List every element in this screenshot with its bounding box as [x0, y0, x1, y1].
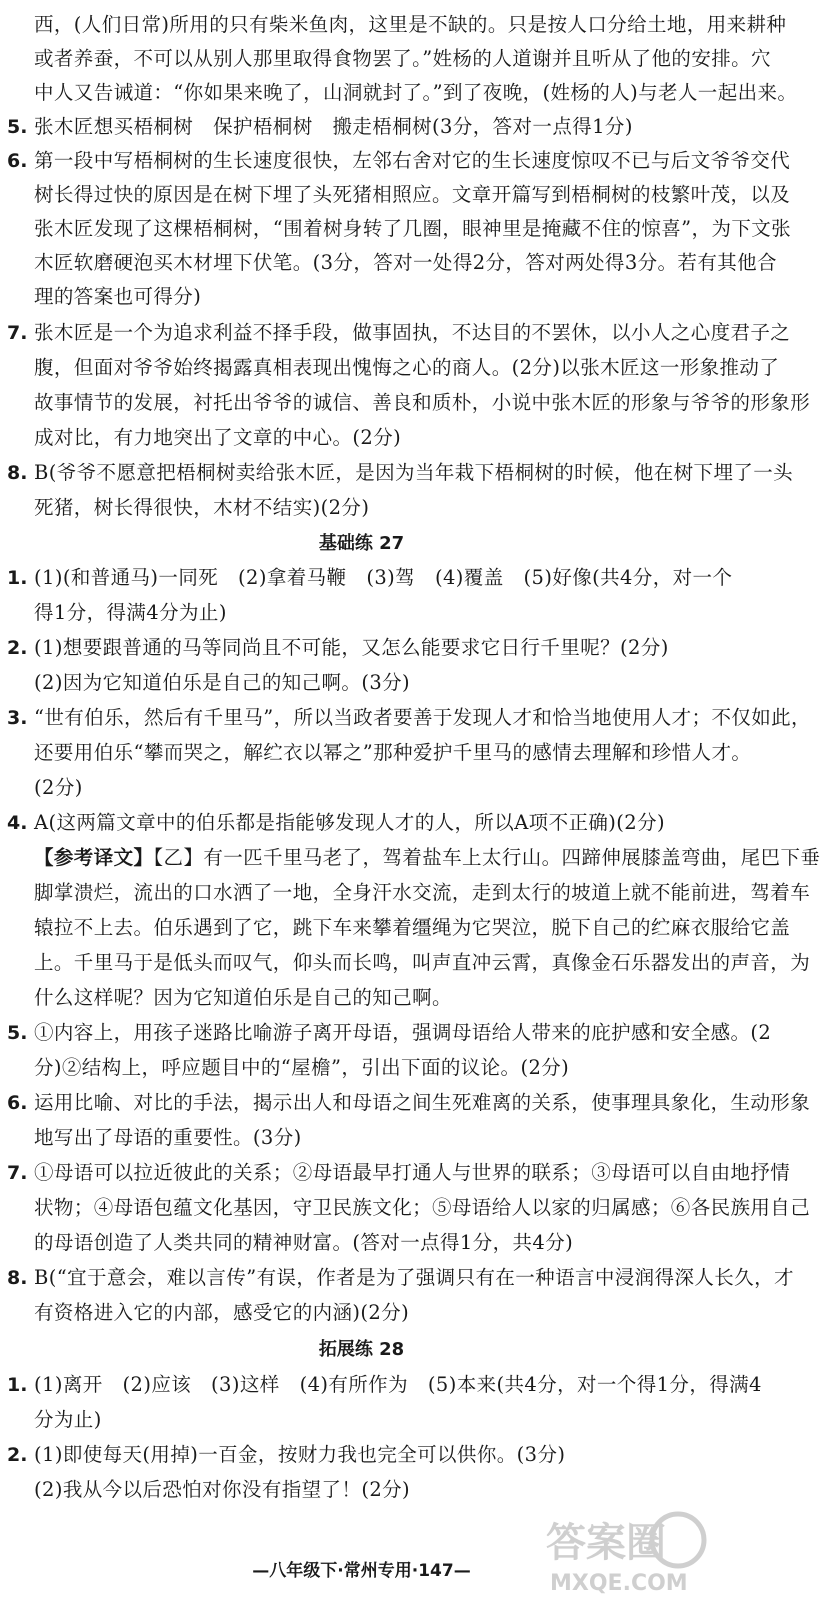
text-line: 西，(人们日常)所用的只有柴米鱼肉，这里是不缺的。只是按人口分给土地，用来耕种	[34, 13, 787, 36]
answer-text: 地写出了母语的重要性。(3分)	[34, 1126, 302, 1149]
answer-text: 还要用伯乐“攀而哭之，解纻衣以幂之”那种爱护千里马的感情去理解和珍惜人才。	[34, 741, 752, 764]
answer-text: (2)我从今以后恐怕对你没有指望了！(2分)	[34, 1478, 411, 1501]
question-number: 5.	[7, 116, 28, 138]
answer-text: 张木匠是一个为追求利益不择手段，做事固执，不达目的不罢休，以小人之心度君子之	[34, 321, 791, 344]
answer-text: 状物；④母语包蕴文化基因，守卫民族文化；⑤母语给人以家的归属感；⑥各民族用自己	[34, 1196, 811, 1219]
translation-line: 什么这样呢？因为它知道伯乐是自己的知己啊。	[34, 986, 452, 1009]
question-number: 8.	[7, 462, 28, 484]
answer-text: (1)即使每天(用掉)一百金，按财力我也完全可以供你。(3分)	[34, 1443, 566, 1466]
answer-text: (1)离开 (2)应该 (3)这样 (4)有所作为 (5)本来(共4分，对一个得1分，得满4	[34, 1373, 762, 1396]
answer-text: 运用比喻、对比的手法，揭示出人和母语之间生死难离的关系，使事理具象化，生动形象	[34, 1091, 811, 1114]
section-heading: 拓展练 28	[318, 1339, 405, 1360]
answer-text: 张木匠发现了这棵梧桐树，“围着树身转了几圈，眼神里是掩藏不住的惊喜”，为下文张	[34, 217, 792, 240]
answer-text: 理的答案也可得分)	[34, 285, 202, 308]
question-number: 2.	[7, 637, 28, 659]
answer-text: 分)②结构上，呼应题目中的“屋檐”，引出下面的议论。(2分)	[34, 1056, 570, 1079]
question-number: 7.	[7, 1162, 28, 1184]
translation-line: 脚掌溃烂，流出的口水洒了一地，全身汗水交流，走到太行的坡道上就不能前进，驾着车	[34, 881, 811, 904]
question-number: 1.	[7, 1374, 28, 1396]
answer-text: (1)想要跟普通的马等同尚且不可能，又怎么能要求它日行千里呢？(2分)	[34, 636, 669, 659]
answer-text: (2)因为它知道伯乐是自己的知己啊。(3分)	[34, 671, 411, 694]
question-number: 3.	[7, 707, 28, 729]
watermark-url: MXQE.COM	[550, 1571, 688, 1596]
answer-text: “世有伯乐，然后有千里马”，所以当政者要善于发现人才和恰当地使用人才；不仅如此，	[34, 706, 811, 729]
question-number: 4.	[7, 812, 28, 834]
answer-text: 分为止)	[34, 1408, 102, 1431]
text-line: 中人又告诫道：“你如果来晚了，山洞就封了。”到了夜晚，(姓杨的人)与老人一起出来。	[34, 81, 798, 104]
page-footer: —八年级下·常州专用·147—	[252, 1561, 471, 1581]
question-number: 6.	[7, 150, 28, 172]
text-line: 或者养蚕，不可以从别人那里取得食物罢了。”姓杨的人道谢并且听从了他的安排。穴	[34, 47, 771, 70]
question-number: 5.	[7, 1022, 28, 1044]
translation-tag: 【参考译文】	[34, 846, 154, 869]
watermark-title: 答案圈	[546, 1520, 666, 1566]
watermark-logo-icon	[540, 1500, 715, 1595]
answer-text: A(这两篇文章中的伯乐都是指能够发现人才的人，所以A项不正确)(2分)	[34, 811, 666, 834]
translation-line	[34, 845, 820, 871]
answer-text: 木匠软磨硬泡买木材埋下伏笔。(3分，答对一处得2分，答对两处得3分。若有其他合	[34, 251, 777, 274]
watermark	[540, 1500, 715, 1595]
answer-text: 腹，但面对爷爷始终揭露真相表现出愧悔之心的商人。(2分)以张木匠这一形象推动了	[34, 356, 780, 379]
answer-text: 得1分，得满4分为止)	[34, 601, 227, 624]
translation-line: 上。千里马于是低头而叹气，仰头而长鸣，叫声直冲云霄，真像金石乐器发出的声音，为	[34, 951, 811, 974]
answer-text: 死猪，树长得很快，木材不结实)(2分)	[34, 496, 370, 519]
answer-text: 张木匠想买梧桐树 保护梧桐树 搬走梧桐树(3分，答对一点得1分)	[34, 115, 633, 138]
question-number: 7.	[7, 322, 28, 344]
answer-text: 成对比，有力地突出了文章的中心。(2分)	[34, 426, 402, 449]
translation-line: 辕拉不上去。伯乐遇到了它，跳下车来攀着缰绳为它哭泣，脱下自己的纻麻衣服给它盖	[34, 916, 791, 939]
answer-text: 的母语创造了人类共同的精神财富。(答对一点得1分，共4分)	[34, 1231, 574, 1254]
question-number: 6.	[7, 1092, 28, 1114]
answer-text: (2分)	[34, 776, 83, 799]
translation-text: 【乙】有一匹千里马老了，驾着盐车上太行山。四蹄伸展膝盖弯曲，尾巴下垂	[153, 846, 820, 869]
answer-text: ①母语可以拉近彼此的关系；②母语最早打通人与世界的联系；③母语可以自由地抒情	[34, 1161, 791, 1184]
answer-text: 故事情节的发展，衬托出爷爷的诚信、善良和质朴，小说中张木匠的形象与爷爷的形象形	[34, 391, 811, 414]
answer-text: ①内容上，用孩子迷路比喻游子离开母语，强调母语给人带来的庇护感和安全感。(2	[34, 1021, 772, 1044]
answer-text: B(爷爷不愿意把梧桐树卖给张木匠，是因为当年栽下梧桐树的时候，他在树下埋了一头	[34, 461, 794, 484]
answer-text: (1)(和普通马)一同死 (2)拿着马鞭 (3)驾 (4)覆盖 (5)好像(共4分，对一个	[34, 566, 733, 589]
answer-text: 有资格进入它的内部，感受它的内涵)(2分)	[34, 1301, 410, 1324]
answer-text: 第一段中写梧桐树的生长速度很快，左邻右舍对它的生长速度惊叹不已与后文爷爷交代	[34, 149, 791, 172]
question-number: 1.	[7, 567, 28, 589]
section-heading: 基础练 27	[318, 533, 405, 554]
question-number: 8.	[7, 1267, 28, 1289]
question-number: 2.	[7, 1444, 28, 1466]
answer-text: 树长得过快的原因是在树下埋了头死猪相照应。文章开篇写到梧桐树的枝繁叶茂，以及	[34, 183, 791, 206]
answer-text: B(“宜于意会，难以言传”有误，作者是为了强调只有在一种语言中浸润得深人长久，才	[34, 1266, 794, 1289]
